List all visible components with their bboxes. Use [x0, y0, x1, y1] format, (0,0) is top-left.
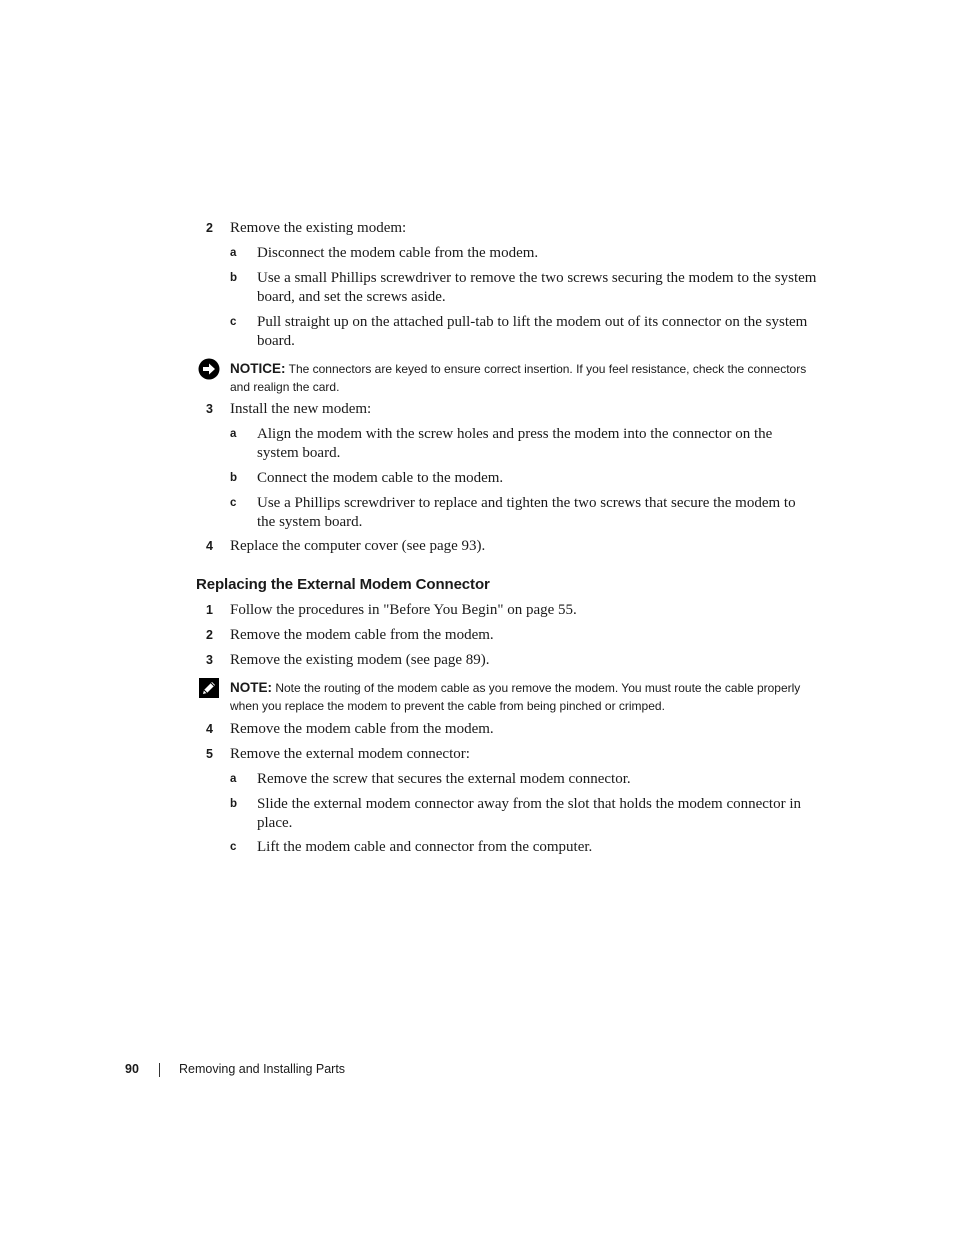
step-number: 4 [206, 539, 213, 553]
notice-label: NOTICE: [230, 361, 286, 376]
step-text: Remove the existing modem: [230, 220, 407, 236]
step-text: Remove the modem cable from the modem. [230, 721, 494, 737]
note-text: Note the routing of the modem cable as you remove the modem. You must route the cable properly when you replace the modem to prevent the cable from being pinched or crimped. [230, 681, 801, 713]
substep-text: Disconnect the modem cable from the modem. [257, 245, 539, 261]
substep-text: Use a Phillips screwdriver to replace and tighten the two screws that secure the modem to the system board. [257, 495, 796, 530]
notice-icon [198, 358, 220, 380]
substep-letter: a [230, 428, 237, 440]
note-callout [230, 679, 810, 715]
substep-letter: c [230, 841, 237, 853]
step-number: 1 [206, 603, 213, 617]
substep-letter: b [230, 798, 238, 810]
substep-letter: c [230, 497, 237, 509]
substep-text: Connect the modem cable to the modem. [257, 470, 504, 486]
step-number: 2 [206, 628, 213, 642]
step-number: 2 [206, 221, 213, 235]
substep-letter: b [230, 272, 238, 284]
substep-text: Lift the modem cable and connector from the computer. [257, 839, 593, 855]
footer-title: Removing and Installing Parts [179, 1062, 346, 1076]
substep-text: Align the modem with the screw holes and press the modem into the connector on the system board. [257, 426, 773, 461]
substep-letter: a [230, 773, 237, 785]
page-number: 90 [125, 1062, 139, 1076]
notice-callout [230, 360, 810, 396]
section-heading: Replacing the External Modem Connector [196, 576, 490, 593]
step-text: Replace the computer cover (see page 93). [230, 538, 486, 554]
substep-letter: c [230, 316, 237, 328]
note-label: NOTE: [230, 680, 272, 695]
substep-text: Use a small Phillips screwdriver to remove the two screws securing the modem to the system board, and set the screws aside. [257, 270, 817, 305]
step-number: 3 [206, 402, 213, 416]
substep-text: Pull straight up on the attached pull-tab to lift the modem out of its connector on the system board. [257, 314, 808, 349]
step-text: Remove the existing modem (see page 89). [230, 652, 490, 668]
footer-divider [159, 1063, 160, 1077]
step-text: Remove the modem cable from the modem. [230, 627, 494, 643]
step-number: 3 [206, 653, 213, 667]
step-number: 5 [206, 747, 213, 761]
substep-text: Slide the external modem connector away from the slot that holds the modem connector in place. [257, 796, 802, 831]
step-text: Install the new modem: [230, 401, 372, 417]
step-text: Remove the external modem connector: [230, 746, 470, 762]
substep-letter: b [230, 472, 238, 484]
substep-text: Remove the screw that secures the external modem connector. [257, 771, 631, 787]
substep-letter: a [230, 247, 237, 259]
step-number: 4 [206, 722, 213, 736]
step-text: Follow the procedures in "Before You Begin" on page 55. [230, 602, 577, 618]
notice-text: The connectors are keyed to ensure correct insertion. If you feel resistance, check the connectors and realign the card. [230, 362, 807, 394]
pencil-icon [198, 677, 220, 699]
